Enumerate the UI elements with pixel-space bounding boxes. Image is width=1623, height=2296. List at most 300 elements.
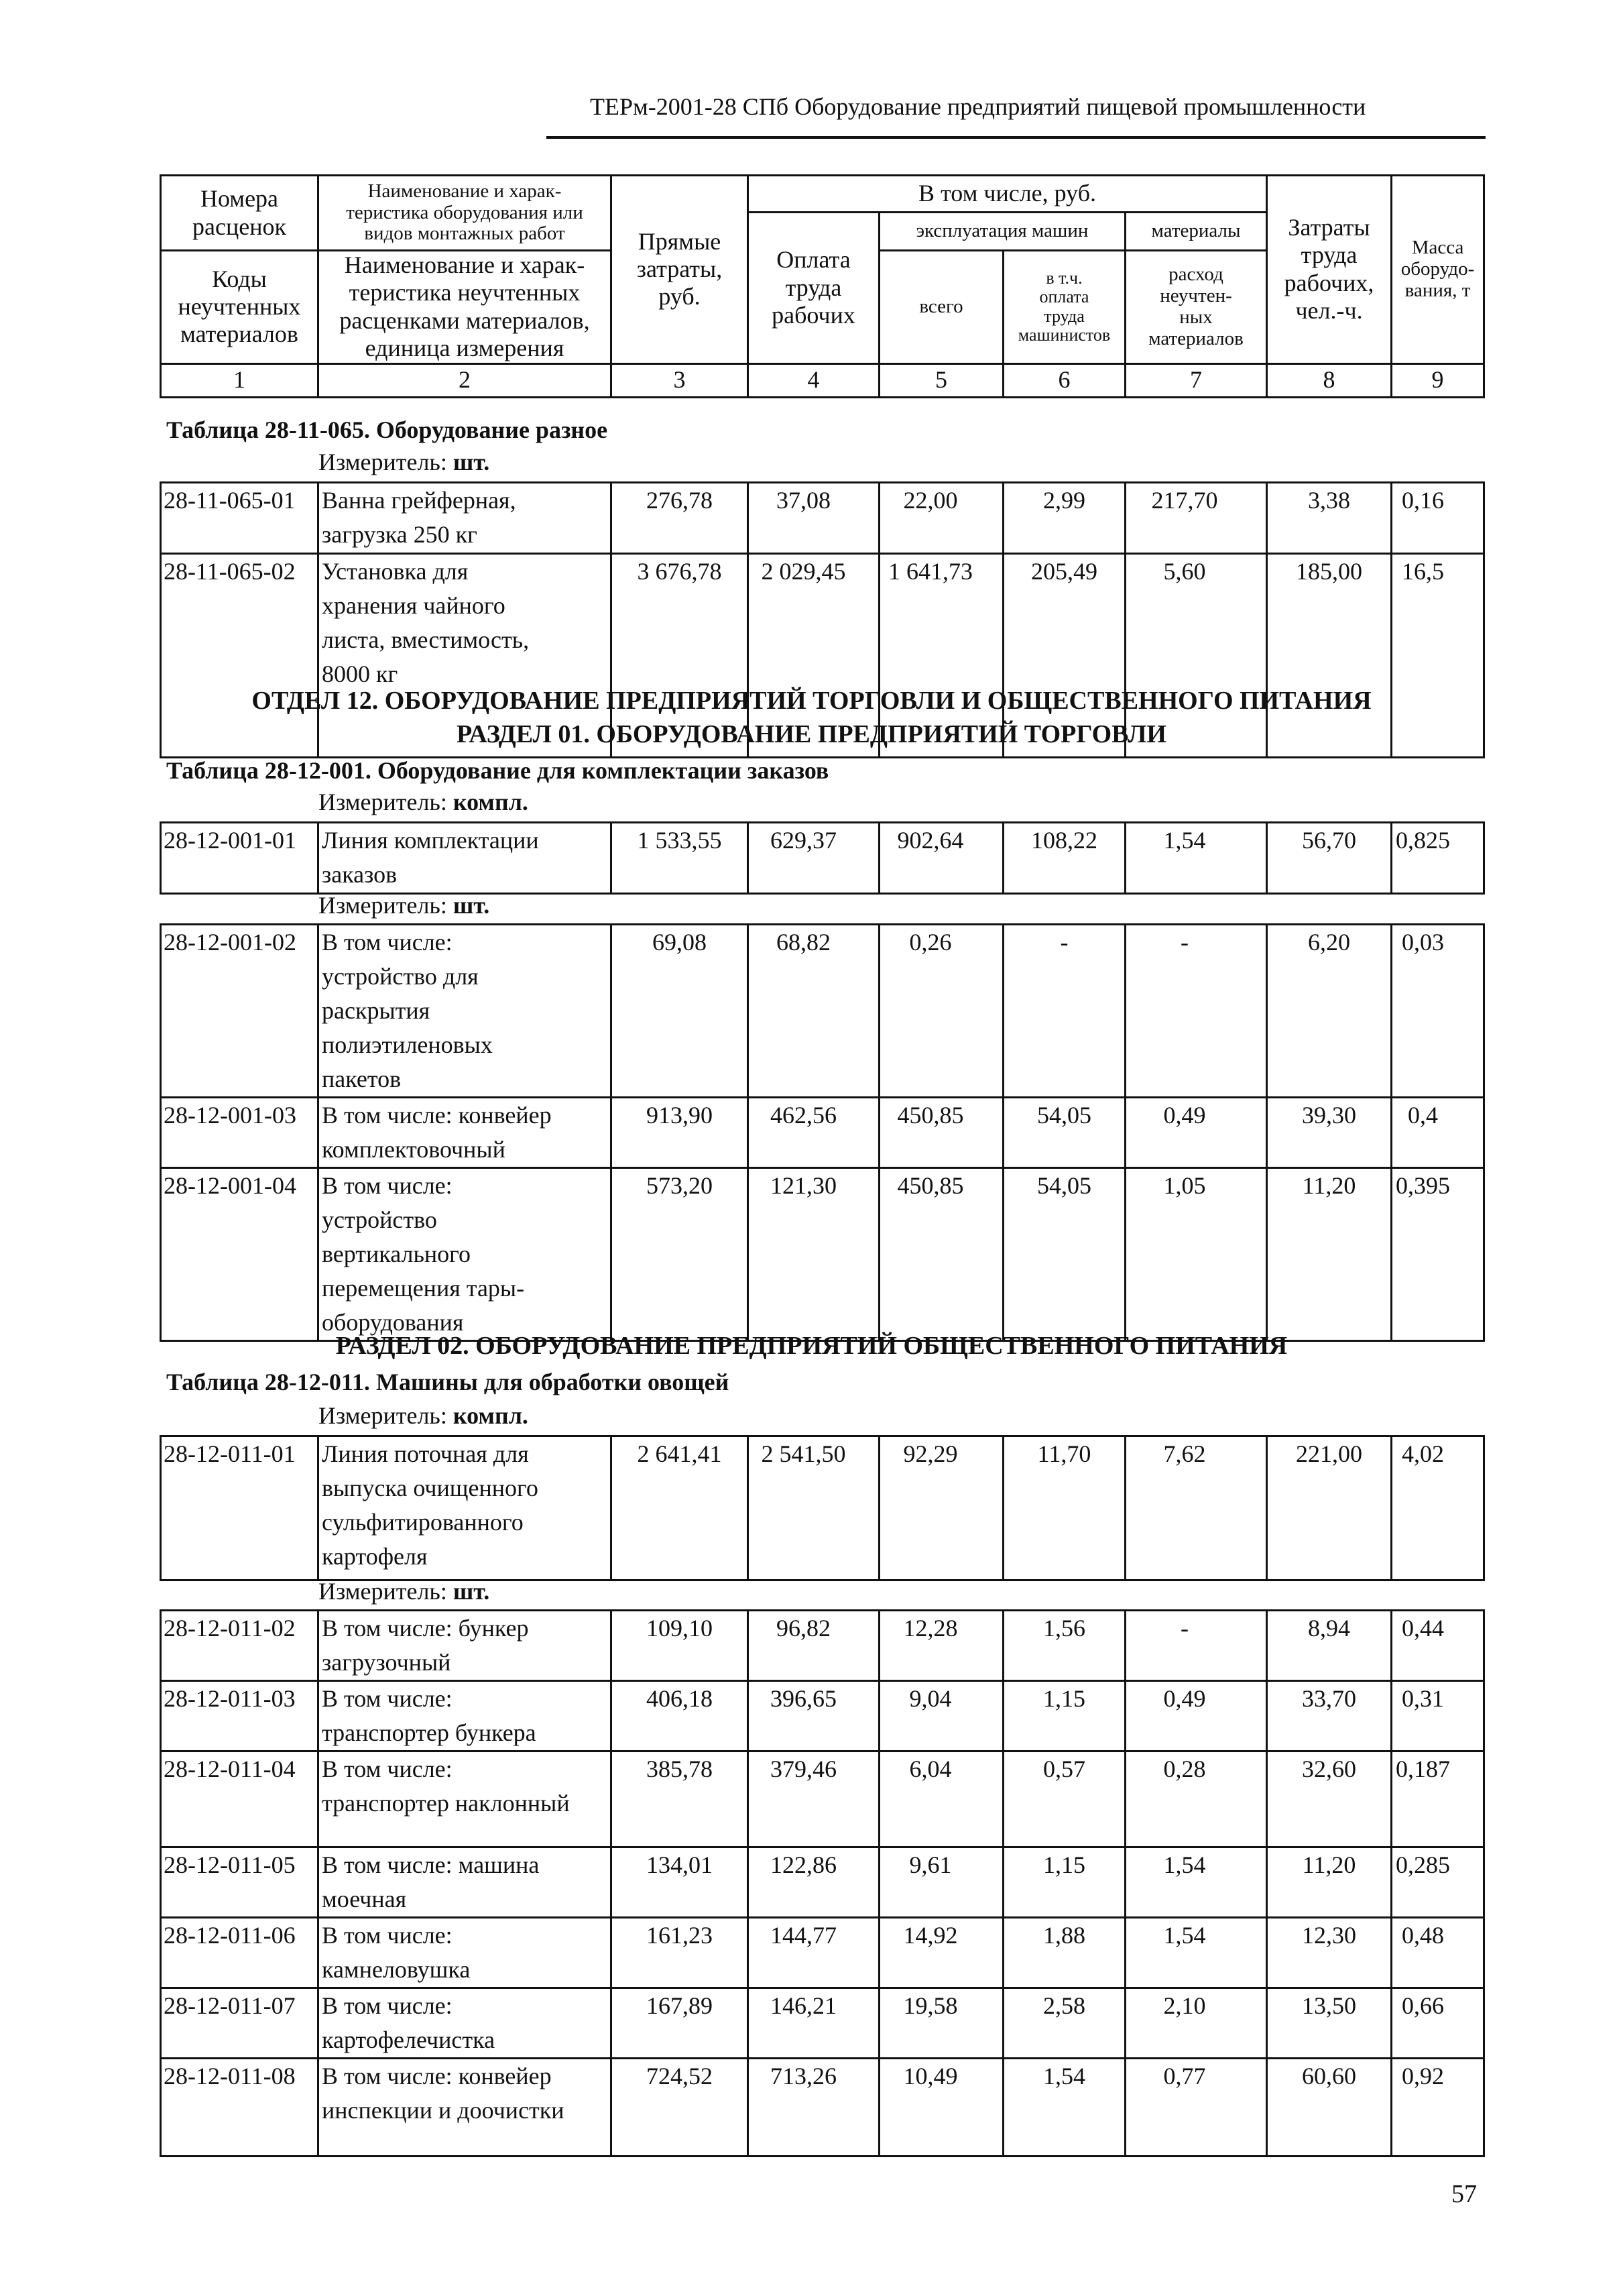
direct-costs-value [611,1436,748,1581]
labor-hours-value [1267,823,1392,894]
operator-pay-value [1004,1988,1126,2059]
unit-value: шт. [453,1578,490,1605]
operator-pay-value [1004,483,1126,554]
equipment-mass-value-text: 0,66 [1402,1992,1444,2019]
rate-code: 28-12-011-04 [161,1752,318,1847]
unit-of-measure [318,1577,489,1605]
direct-costs-value-text: 69,08 [652,929,707,956]
worker-pay-value-text: 68,82 [776,929,831,956]
worker-pay-value [748,1918,880,1988]
header-group-including: В том числе, руб. [748,176,1267,213]
table-title: Таблица 28-11-065. Оборудование разное [166,416,608,443]
header-machine-operation: эксплуатация машин [880,213,1126,251]
direct-costs-value [611,483,748,554]
work-name-line: листа, вместимость, [322,626,530,653]
work-name-line: картофеля [322,1543,428,1570]
machines-total-value [880,1847,1004,1918]
column-number: 9 [1392,363,1484,397]
operator-pay-value-text: 1,88 [1043,1922,1085,1949]
equipment-mass-value-text: 0,03 [1402,929,1444,956]
table-row [161,1098,1484,1168]
column-header-table [160,174,1485,398]
column-number: 6 [1004,363,1126,397]
operator-pay-value-text: - [1060,929,1069,956]
operator-pay-value-text: 54,05 [1037,1172,1091,1199]
work-name-line: пакетов [322,1066,402,1092]
direct-costs-value-text: 2 641,41 [637,1440,722,1467]
table-row [161,1611,1484,1681]
labor-hours-value-text: 56,70 [1302,827,1356,854]
operator-pay-value [1004,1681,1126,1752]
document-title: ТЕРм-2001-28 СПб Оборудование предприятий пищевой промышленности [590,93,1366,120]
operator-pay-value [1004,1847,1126,1918]
labor-hours-value-text: 3,38 [1308,487,1350,514]
machines-total-value-text: 19,58 [903,1992,958,2019]
worker-pay-value [748,1436,880,1581]
labor-hours-value [1267,925,1392,1098]
equipment-mass-value-text: 0,285 [1396,1851,1450,1878]
unit-value: шт. [453,892,490,919]
work-name-line: Линия комплектации [322,827,539,854]
work-name-line: В том числе: машина [322,1851,540,1878]
department-heading: ОТДЕЛ 12. ОБОРУДОВАНИЕ ПРЕДПРИЯТИЙ ТОРГОВЛИ И ОБЩЕСТВЕННОГО ПИТАНИЯ [251,687,1372,715]
work-name [318,483,611,554]
work-name-line: В том числе: [322,1922,453,1949]
operator-pay-value-text: 1,56 [1043,1615,1085,1642]
direct-costs-value [611,1752,748,1847]
work-name-line: Установка для [322,558,469,585]
table-row [161,1436,1484,1581]
work-name [318,1681,611,1752]
header-unaccounted-materials: Наименование и харак- теристика неучтенных расценками материалов, единица измерения [318,251,611,364]
machines-total-value [880,483,1004,554]
worker-pay-value [748,1168,880,1341]
unit-label: Измеритель: [318,1402,453,1429]
work-name-line: В том числе: [322,1172,453,1199]
labor-hours-value-text: 39,30 [1302,1102,1356,1129]
direct-costs-value-text: 109,10 [646,1615,713,1642]
work-name-line: вертикального [322,1241,471,1267]
equipment-mass-value [1392,823,1484,894]
unit-value: компл. [453,1402,528,1429]
worker-pay-value-text: 629,37 [770,827,837,854]
machines-total-value-text: 0,26 [909,929,952,956]
column-number: 7 [1126,363,1267,397]
machines-total-value [880,1918,1004,1988]
equipment-mass-value-text: 0,825 [1396,827,1450,854]
price-table [160,821,1485,895]
equipment-mass-value-text: 0,395 [1396,1172,1450,1199]
work-name-line: В том числе: [322,1685,453,1712]
labor-hours-value [1267,1611,1392,1681]
material-consumption-value [1126,2059,1267,2157]
machines-total-value [880,1611,1004,1681]
material-consumption-value [1126,1847,1267,1918]
equipment-mass-value [1392,1847,1484,1918]
table-row [161,1752,1484,1847]
rate-code: 28-12-011-08 [161,2059,318,2157]
unit-of-measure [318,448,489,476]
unit-of-measure [318,788,528,816]
machines-total-value-text: 10,49 [903,2063,958,2089]
operator-pay-value [1004,925,1126,1098]
work-name-line: В том числе: [322,1756,453,1782]
direct-costs-value [611,2059,748,2157]
equipment-mass-value-text: 0,31 [1402,1685,1444,1712]
worker-pay-value-text: 121,30 [770,1172,837,1199]
work-name [318,925,611,1098]
rate-code: 28-12-011-05 [161,1847,318,1918]
equipment-mass-value [1392,1611,1484,1681]
material-consumption-value [1126,1918,1267,1988]
direct-costs-value [611,1098,748,1168]
operator-pay-value [1004,823,1126,894]
worker-pay-value [748,1098,880,1168]
operator-pay-value-text: 2,99 [1043,487,1085,514]
direct-costs-value-text: 1 533,55 [637,827,722,854]
direct-costs-value [611,1681,748,1752]
work-name-line: Линия поточная для [322,1440,529,1467]
material-consumption-value-text: 0,49 [1163,1102,1206,1129]
work-name [318,1847,611,1918]
unit-value: компл. [453,789,528,815]
table-row [161,483,1484,554]
equipment-mass-value-text: 0,187 [1396,1756,1450,1782]
material-consumption-value [1126,1988,1267,2059]
direct-costs-value-text: 913,90 [646,1102,713,1129]
work-name-line: сульфитированного [322,1509,524,1536]
material-consumption-value-text: 0,49 [1163,1685,1206,1712]
machines-total-value [880,2059,1004,2157]
worker-pay-value-text: 396,65 [770,1685,837,1712]
worker-pay-value [748,1988,880,2059]
rate-code: 28-12-001-02 [161,925,318,1098]
work-name-line: моечная [322,1886,407,1912]
unit-label: Измеритель: [318,892,453,919]
operator-pay-value [1004,1168,1126,1341]
price-table [160,923,1485,1342]
table-row [161,1847,1484,1918]
labor-hours-value [1267,1752,1392,1847]
unit-value: шт. [453,449,490,475]
material-consumption-value-text: 1,54 [1163,1851,1206,1878]
work-name [318,1168,611,1341]
machines-total-value-text: 902,64 [897,827,964,854]
labor-hours-value [1267,1918,1392,1988]
labor-hours-value-text: 32,60 [1302,1756,1356,1782]
work-name-line: устройство [322,1206,437,1233]
direct-costs-value-text: 406,18 [646,1685,713,1712]
price-table [160,1609,1485,2157]
worker-pay-value [748,483,880,554]
rate-code: 28-12-001-03 [161,1098,318,1168]
work-name-line: транспортер бункера [322,1719,536,1746]
work-name-line: В том числе: бункер [322,1615,529,1642]
equipment-mass-value [1392,1918,1484,1988]
title-rule [546,136,1486,139]
rate-code: 28-12-011-02 [161,1611,318,1681]
direct-costs-value-text: 573,20 [646,1172,713,1199]
labor-hours-value [1267,1168,1392,1341]
material-consumption-value-text: 5,60 [1163,558,1206,585]
unit-label: Измеритель: [318,1578,453,1605]
work-name-line: выпуска очищенного [322,1475,538,1501]
table-row [161,1168,1484,1341]
work-name-line: В том числе: конвейер [322,1102,552,1129]
equipment-mass-value [1392,1098,1484,1168]
worker-pay-value-text: 379,46 [770,1756,837,1782]
worker-pay-value [748,1611,880,1681]
equipment-mass-value-text: 4,02 [1402,1440,1444,1467]
operator-pay-value-text: 11,70 [1037,1440,1091,1467]
worker-pay-value-text: 2 541,50 [761,1440,846,1467]
direct-costs-value-text: 276,78 [646,487,713,514]
machines-total-value-text: 12,28 [903,1615,958,1642]
rate-code: 28-11-065-02 [161,554,318,758]
work-name-line: картофелечистка [322,2026,495,2053]
machines-total-value [880,1098,1004,1168]
direct-costs-value [611,823,748,894]
header-equipment-mass: Масса оборудо- вания, т [1392,176,1484,364]
labor-hours-value [1267,1681,1392,1752]
equipment-mass-value-text: 0,4 [1408,1102,1438,1129]
machines-total-value-text: 9,04 [909,1685,952,1712]
machines-total-value-text: 450,85 [897,1102,964,1129]
labor-hours-value [1267,1436,1392,1581]
direct-costs-value [611,1847,748,1918]
work-name [318,1436,611,1581]
direct-costs-value [611,1168,748,1341]
work-name-line: перемещения тары- [322,1275,525,1302]
operator-pay-value-text: 0,57 [1043,1756,1085,1782]
operator-pay-value-text: 2,58 [1043,1992,1085,2019]
labor-hours-value-text: 33,70 [1302,1685,1356,1712]
material-consumption-value [1126,1611,1267,1681]
material-consumption-value [1126,823,1267,894]
material-consumption-value-text: 0,28 [1163,1756,1206,1782]
labor-hours-value-text: 185,00 [1296,558,1362,585]
direct-costs-value-text: 3 676,78 [637,558,722,585]
work-name-line: раскрытия [322,997,430,1024]
material-consumption-value [1126,1436,1267,1581]
machines-total-value [880,1168,1004,1341]
work-name-line: Ванна грейферная, [322,487,516,514]
rate-code: 28-12-011-07 [161,1988,318,2059]
machines-total-value [880,823,1004,894]
price-table [160,481,1485,758]
worker-pay-value-text: 462,56 [770,1102,837,1129]
table-row [161,2059,1484,2157]
work-name-line: заказов [322,861,398,888]
operator-pay-value [1004,1436,1126,1581]
table-row [161,823,1484,894]
material-consumption-value-text: 7,62 [1163,1440,1206,1467]
labor-hours-value-text: 11,20 [1302,1851,1356,1878]
column-number: 2 [318,363,611,397]
machines-total-value [880,1436,1004,1581]
worker-pay-value [748,2059,880,2157]
column-number: 8 [1267,363,1392,397]
table-row [161,1918,1484,1988]
work-name-line: устройство для [322,963,479,990]
unit-label: Измеритель: [318,449,453,475]
material-consumption-value-text: 217,70 [1151,487,1218,514]
operator-pay-value [1004,1918,1126,1988]
worker-pay-value-text: 37,08 [776,487,831,514]
price-table [160,1435,1485,1581]
worker-pay-value [748,1847,880,1918]
operator-pay-value-text: 54,05 [1037,1102,1091,1129]
direct-costs-value [611,925,748,1098]
worker-pay-value [748,1752,880,1847]
header-operator-pay: в т.ч. оплата труда машинистов [1004,251,1126,364]
operator-pay-value-text: 1,15 [1043,1685,1085,1712]
labor-hours-value [1267,2059,1392,2157]
equipment-mass-value-text: 0,16 [1402,487,1444,514]
work-name [318,1098,611,1168]
header-materials: материалы [1126,213,1267,251]
labor-hours-value-text: 6,20 [1308,929,1350,956]
section-heading: РАЗДЕЛ 01. ОБОРУДОВАНИЕ ПРЕДПРИЯТИЙ ТОРГОВЛИ [457,720,1166,748]
material-consumption-value-text: 1,54 [1163,827,1206,854]
header-machines-total: всего [880,251,1004,364]
labor-hours-value-text: 60,60 [1302,2063,1356,2089]
equipment-mass-value [1392,1752,1484,1847]
work-name-line: В том числе: [322,929,453,956]
worker-pay-value [748,925,880,1098]
work-name-line: транспортер наклонный [322,1790,570,1817]
machines-total-value-text: 450,85 [897,1172,964,1199]
labor-hours-value-text: 13,50 [1302,1992,1356,2019]
work-name-line: загрузочный [322,1649,451,1676]
rate-code: 28-12-011-03 [161,1681,318,1752]
labor-hours-value [1267,483,1392,554]
page-number: 57 [1451,2180,1477,2208]
material-consumption-value-text: 1,05 [1163,1172,1206,1199]
work-name-line: В том числе: конвейер [322,2063,552,2089]
work-name [318,1752,611,1847]
rate-code: 28-12-001-01 [161,823,318,894]
material-consumption-value [1126,1098,1267,1168]
table-row [161,925,1484,1098]
header-work-name: Наименование и харак- теристика оборудования или видов монтажных работ [318,176,611,251]
material-consumption-value [1126,925,1267,1098]
table-row [161,1988,1484,2059]
machines-total-value-text: 9,61 [909,1851,952,1878]
header-unaccounted-codes: Коды неучтенных материалов [161,251,318,364]
work-name [318,1988,611,2059]
labor-hours-value-text: 11,20 [1302,1172,1356,1199]
direct-costs-value-text: 385,78 [646,1756,713,1782]
column-number: 5 [880,363,1004,397]
unit-of-measure [318,1401,528,1430]
header-labor-hours: Затраты труда рабочих, чел.-ч. [1267,176,1392,364]
machines-total-value [880,1681,1004,1752]
operator-pay-value [1004,1098,1126,1168]
section-heading: РАЗДЕЛ 02. ОБОРУДОВАНИЕ ПРЕДПРИЯТИЙ ОБЩЕСТВЕННОГО ПИТАНИЯ [335,1332,1288,1360]
labor-hours-value-text: 12,30 [1302,1922,1356,1949]
operator-pay-value-text: 1,15 [1043,1851,1085,1878]
labor-hours-value [1267,1098,1392,1168]
work-name-line: хранения чайного [322,592,505,619]
header-worker-pay: Оплата труда рабочих [748,213,880,364]
worker-pay-value-text: 713,26 [770,2063,837,2089]
equipment-mass-value-text: 0,48 [1402,1922,1444,1949]
direct-costs-value-text: 161,23 [646,1922,713,1949]
rate-code: 28-11-065-01 [161,483,318,554]
work-name-line: загрузка 250 кг [322,521,477,548]
worker-pay-value-text: 122,86 [770,1851,837,1878]
work-name-line: инспекции и доочистки [322,2097,564,2124]
labor-hours-value-text: 8,94 [1308,1615,1350,1642]
worker-pay-value-text: 146,21 [770,1992,837,2019]
direct-costs-value-text: 724,52 [646,2063,713,2089]
work-name-line: комплектовочный [322,1136,505,1163]
equipment-mass-value [1392,2059,1484,2157]
table-title: Таблица 28-12-011. Машины для обработки овощей [166,1369,729,1395]
equipment-mass-value [1392,1168,1484,1341]
worker-pay-value-text: 144,77 [770,1922,837,1949]
work-name [318,2059,611,2157]
work-name-line: камнеловушка [322,1956,471,1983]
direct-costs-value [611,1918,748,1988]
equipment-mass-value [1392,1436,1484,1581]
work-name-line: полиэтиленовых [322,1031,493,1058]
material-consumption-value-text: - [1181,1615,1189,1642]
machines-total-value [880,925,1004,1098]
work-name-line: оборудования [322,1309,464,1336]
material-consumption-value [1126,483,1267,554]
header-rate-numbers: Номера расценок [161,176,318,251]
machines-total-value-text: 1 641,73 [888,558,973,585]
labor-hours-value [1267,1847,1392,1918]
direct-costs-value-text: 134,01 [646,1851,713,1878]
direct-costs-value [611,1611,748,1681]
machines-total-value-text: 14,92 [903,1922,958,1949]
worker-pay-value [748,823,880,894]
column-number: 1 [161,363,318,397]
labor-hours-value-text: 221,00 [1296,1440,1362,1467]
work-name [318,1918,611,1988]
work-name-line: 8000 кг [322,661,398,687]
worker-pay-value [748,1681,880,1752]
material-consumption-value-text: 1,54 [1163,1922,1206,1949]
rate-code: 28-12-011-01 [161,1436,318,1581]
machines-total-value-text: 22,00 [903,487,958,514]
rate-code: 28-12-011-06 [161,1918,318,1988]
equipment-mass-value [1392,1681,1484,1752]
machines-total-value-text: 92,29 [903,1440,958,1467]
header-material-consumption: расход неучтен- ных материалов [1126,251,1267,364]
machines-total-value [880,1752,1004,1847]
operator-pay-value [1004,1752,1126,1847]
unit-label: Измеритель: [318,789,453,815]
rate-code: 28-12-001-04 [161,1168,318,1341]
column-number: 3 [611,363,748,397]
work-name [318,823,611,894]
machines-total-value-text: 6,04 [909,1756,952,1782]
operator-pay-value [1004,1611,1126,1681]
work-name [318,1611,611,1681]
material-consumption-value-text: 2,10 [1163,1992,1206,2019]
labor-hours-value [1267,1988,1392,2059]
material-consumption-value-text: 0,77 [1163,2063,1206,2089]
material-consumption-value [1126,1752,1267,1847]
work-name-line: В том числе: [322,1992,453,2019]
operator-pay-value-text: 108,22 [1031,827,1097,854]
material-consumption-value [1126,1681,1267,1752]
direct-costs-value-text: 167,89 [646,1992,713,2019]
